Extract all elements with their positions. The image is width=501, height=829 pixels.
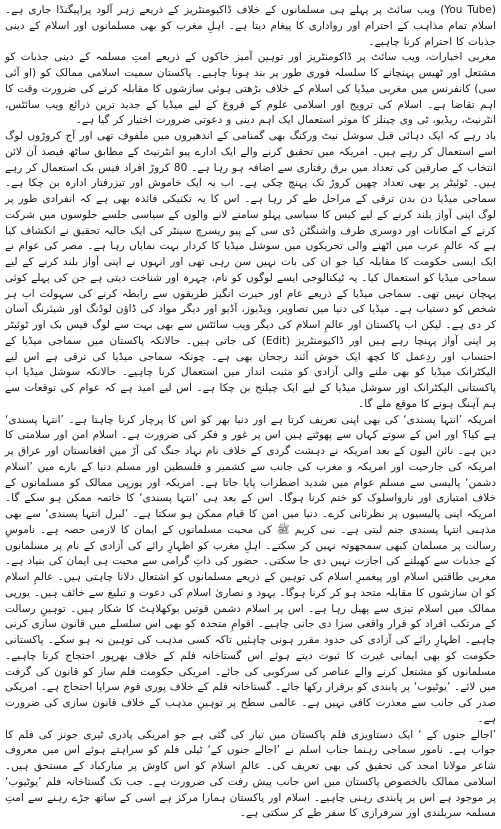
article-paragraph: یاد رہے کہ ایک دہائی قبل سوشل نیٹ ورکنگ بھی گمنامی کے اندھیروں میں ملفوف تھی اور آج کروڑوں لوگ اسے استعمال کر رہے ہیں۔ امریکہ میں تحقیق کرنے والے ایک ادارے پیو انٹرنیٹ کے مطابق ساٹھ فیصد آن لائن انتخاب کے صارفین کی تعداد میں برق رفتاری سے اضافہ ہو رہا ہے۔ 80 کروڑ افراد فیس بک استعمال کر رہے ہیں۔ ٹوئیٹر پر بھی تعداد چھپن کروڑ تک پہنچ چکی ہے۔ اب یہ ایک خاموش اور تیزرفتار ادارہ بن چکا ہے۔ سماجی میڈیا دن بدن ترقی کے مراحل طے کر رہا ہے۔ اس کا یہ تکنیکی فائدہ بھی ہے کہ انفرادی طور پر لوگ اپنی آواز بلند کرنے کے لیے کیس کا سیاسی پہلو سامنے لانے والوں کے سیاسی جلسے جلوسوں میں شرکت کرنے کے امکانات اور دوسری طرف واشنگٹن ڈی سی کے پیو ریسرچ سینٹر کی ایک حالیہ تحقیق نے انکشاف کیا ہے کہ عالمِ عرب میں اٹھنے والی تحریکوں میں سوشل میڈیا کا کردار بہت نمایاں رہا ہے۔ مصر کی عوام نے ایک ایسی حکومت کا مقابلہ کیا جو ان کی بات نہیں سن رہی تھی اور انہوں نے اپنی آواز بلند کرنے کے لیے سماجی میڈیا کو استعمال کیا۔ یہ ٹیکنالوجی ایسے لوگوں کو نام، چہرہ اور شناخت دیتی ہے جن کی پہلے کوئی پہچان نہیں تھی۔ سماجی میڈیا کے ذریعے عام اور حیرت انگیز طریقوں سے رابطہ کرنے کی سہولت اب ہر شخص کو دستیاب ہے۔ میڈیا کی دنیا میں تصاویر، ویڈیوز، آڈیو اور دیگر مواد کی ڈاؤن لوڈنگ اور شیئرنگ آسان کر دی ہے۔ لیکن اب پاکستان اور عالمِ اسلام کی دیگر ویب سائٹس سے بھی بہت سے لوگ فیس بک اور ٹوئیٹر پر اپنی آواز پہنچا رہے ہیں اور ڈاکیومنٹریز (Edit) کی جاتی ہیں۔ حالانکہ پاکستان میں سماجی میڈیا کے احتساب اور ردِعمل کا کچھ ایک خوش آئند رجحان بھی ہے۔ چونکہ سماجی میڈیا کی ترقی ہے اس لیے الیکٹرانک میڈیا کو بھی ملنے والی آزادی کو مثبت انداز میں استعمال کرنا چاہیے۔ حالانکہ سوشل میڈیا اب پاکستانی الیکٹرانک اور سوشل میڈیا کے لیے ایک چیلنج بن چکا ہے۔ اس لیے امید ہے کہ عوام کی توقعات سے ہم آہنگ ہونے کا موقع ملے گا۔ — [5, 130, 497, 410]
article-paragraph: مغربی اخبارات، ویب سائٹ پر ڈاکومنٹریز اور توہین آمیز خاکوں کے ذریعے امتِ مسلمہ کے دینی جذبات کو مشتعل اور ٹھیس پہنچانے کا سلسلہ فوری طور پر بند ہونا چاہیے۔ پاکستان سمیت اسلامی ممالک کو (او آئی سی) کانفرنس میں مغربی میڈیا کی اسلام کے خلاف بڑھتی ہوئی سازشوں کا مقابلہ کرنے کی ضرورت وقت کا اہم تقاضا ہے۔ اسلام کی ترویج اور اسلامی علوم کے فروغ کے لیے میڈیا کے جدید ترین ذرائع ویب سائٹس، انٹرنیٹ، ریڈیو، ٹی وی چینلز کا موثر استعمال ایک اہم دینی و دعوتی ضرورت اختیار کر گیا ہے۔ — [5, 51, 496, 127]
article-paragraph: امریکہ ’انتہا پسندی‘ کی بھی اپنی تعریف کرتا ہے اور دنیا بھر کو اس کا پرچار کرنا چاہتا ہے۔ ’انتہا پسندی‘ ہے کیا؟ اور اس کے سوتے کہاں سے پھوٹتے ہیں اس پر غور و فکر کی ضرورت ہے۔ اسلام امن اور سلامتی کا دین ہے۔ نائن الیون کے بعد امریکہ نے دہشت گردی کے خلاف نام نہاد جنگ کی آڑ میں افغانستان اور عراق پر امریکہ کی جارحیت اور امریکہ و مغرب کی جانب سے کشمیر و فلسطین اور مسلم دنیا کے بارے میں ’اسلام دشمن‘ پالیسی سے مسلم عوام میں شدید اضطراب پایا جاتا ہے۔ امریکہ اور یورپی ممالک کو مسلمانوں کے خلاف امتیازی اور نارواسلوک کو ختم کرنا ہوگا۔ اس کے بعد ہی ’انتہا پسندی‘ کا خاتمہ ممکن ہو سکے گا۔ امریکہ اپنی پالیسیوں پر نظرثانی کرے۔ دنیا میں امن کا قیام ممکن ہو سکتا ہے۔ ’لبرل انتہا پسندی‘ سے بھی مذہبی انتہا پسندی جنم لیتی ہے۔ نبی کریم ﷺ کی محبت مسلمانوں کے ایمان کا لازمی حصہ ہے۔ ناموسِ رسالت پر مسلمان کبھی سمجھوتہ نہیں کر سکتے۔ اہلِ مغرب کو اظہارِ رائے کی آزادی کے نام پر مسلمانوں کے جذبات سے کھیلنے کی اجازت نہیں دی جا سکتی۔ حضور کی ذاتِ گرامی سے محبت ہی ایمان کی بنیاد ہے۔ مغربی طاقتیں اسلام اور پیغمبرِ اسلام کی توہین کے ذریعے مسلمانوں کو اشتعال دلانا چاہتی ہیں۔ عالمِ اسلام کو ان سازشوں کا مقابلہ متحد ہو کر کرنا ہوگا۔ یہود و نصاریٰ اسلام کی دعوت و تبلیغ سے خائف ہیں۔ یورپی ممالک میں اسلام تیزی سے پھیل رہا ہے۔ اس پر اسلام دشمن قوتیں بوکھلاہٹ کا شکار ہیں۔ توہینِ رسالت کے مرتکب افراد کو قرار واقعی سزا دی جانی چاہیے۔ اقوامِ متحدہ کو بھی اس سلسلے میں قانون سازی کرنی چاہیے۔ اظہارِ رائے کی آزادی کی حدود مقرر ہونی چاہئیں تاکہ کسی مذہب کی توہین نہ ہو سکے۔ پاکستانی حکومت کو بھی ایمانی غیرت کا ثبوت دیتے ہوئے اس گستاخانہ فلم کے خلاف بھرپور احتجاج کرنا چاہیے۔ مسلمانوں کو مشتعل کرنے والے عناصر کی سرکوبی کی جائے۔ امریکی حکومت فلم ساز کو قانون کی گرفت میں لائے۔ ’یوٹیوب‘ پر پابندی کو برقرار رکھا جائے۔ گستاخانہ فلم کے خلاف پوری قوم سراپا احتجاج ہے۔ امریکی صدر کی جانب سے معذرت کافی نہیں ہے۔ عالمی سطح پر توہینِ مذہب کے خلاف قانون سازی کی ضرورت ہے۔ — [5, 413, 496, 725]
article-paragraph: ’اجالے جنوں کے ‘ ایک دستاویزی فلم پاکستان میں تیار کی گئی ہے جو امریکی پادری ٹیری جونز کی فلم کا جواب ہے۔ نامور سماجی رہنما جناب اسلم نے ’اجالے جنوں کے‘ ٹیلی فلم کو سراہتے ہوئے اس میں معروف شاعر مولانا امجد کی تحقیق کی بھی تعریف کی۔ عالمِ اسلام کو اس کاوش پر مبارکباد کے مستحق ہیں۔ اسلامی ممالک بالخصوص پاکستان میں اس جانب پیش رفت کی ضرورت ہے۔ جب تک گستاخانہ فلم ’یوٹیوب‘ پر موجود ہے اس پر پابندی رہنی چاہیے۔ اسلام اور پاکستان ہمارا مرکز ہے اسی کے ساتھ جڑے رہنے سے امتِ مسلمہ سربلندی اور سرفرازی کا سفر طے کر سکتی ہے۔ — [5, 728, 496, 820]
article-paragraph: (You Tube) ویب سائٹ پر پہلے ہی مسلمانوں کے خلاف ڈاکیومنٹریز کے ذریعے زہر آلود پراپیگنڈا جاری ہے۔ اسلام تمام مذاہب کے احترام اور رواداری کا پیغام دیتا ہے۔ اہلِ مغرب کو بھی مسلمانوں اور اسلام کے دینی جذبات کا احترام کرنا چاہیے۔ — [5, 4, 496, 48]
